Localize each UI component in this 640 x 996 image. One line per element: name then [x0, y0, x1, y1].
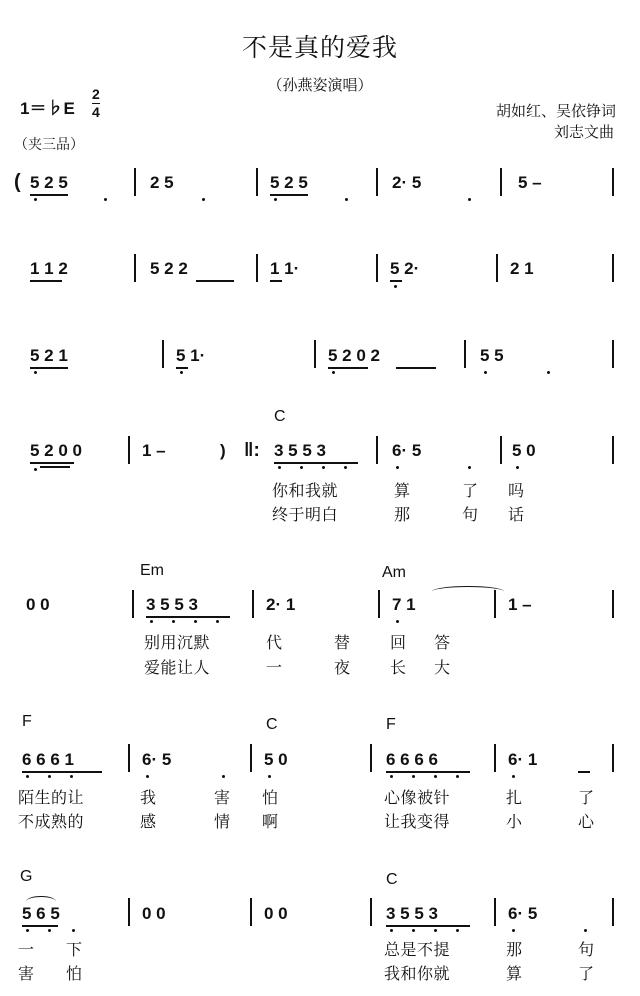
lyric-v2: 那: [394, 505, 411, 524]
lyric-v2: 长: [390, 658, 407, 677]
lyric-v1: 了: [578, 788, 595, 807]
eighth-underline: [578, 771, 590, 773]
eighth-underline: [176, 367, 188, 369]
low-octave-dot: [172, 620, 175, 623]
barline: [612, 436, 614, 464]
eighth-underline: [196, 280, 234, 282]
lyric-v2: 话: [508, 505, 525, 524]
barline: [256, 168, 258, 196]
lyric-v1: 心像被针: [384, 788, 451, 807]
close-paren: ): [220, 441, 226, 460]
chord-symbol: F: [22, 713, 32, 730]
low-octave-dot: [434, 929, 437, 932]
low-octave-dot: [48, 775, 51, 778]
low-octave-dot: [26, 929, 29, 932]
measure-notes: 5 2 5: [270, 173, 308, 192]
chord-symbol: Am: [382, 564, 406, 581]
barline: [128, 436, 130, 464]
measure-notes: 2· 1: [266, 595, 296, 614]
barline: [612, 340, 614, 368]
lyric-v2: 怕: [66, 964, 83, 983]
measure-notes: 5 0: [512, 441, 536, 460]
barline: [612, 744, 614, 772]
low-octave-dot: [216, 620, 219, 623]
low-octave-dot: [26, 775, 29, 778]
lyric-v1: 那: [506, 940, 523, 959]
barline: [612, 590, 614, 618]
barline: [612, 254, 614, 282]
low-octave-dot: [222, 775, 225, 778]
measure-notes: 5 2 2: [150, 259, 188, 278]
measure-notes: 6· 1: [508, 750, 538, 769]
low-octave-dot: [34, 371, 37, 374]
barline: [252, 590, 254, 618]
eighth-underline: [30, 280, 62, 282]
measure-notes: 5 2 0 0: [30, 441, 82, 460]
sixteenth-underline: [40, 466, 70, 468]
low-octave-dot: [412, 775, 415, 778]
measure-notes: 5 –: [518, 173, 542, 192]
eighth-underline: [390, 280, 402, 282]
low-octave-dot: [468, 466, 471, 469]
composer-credit: 刘志文曲: [553, 123, 614, 141]
low-octave-dot: [72, 929, 75, 932]
measure-notes: 7 1: [392, 595, 416, 614]
eighth-underline: [30, 194, 68, 196]
chord-symbol: C: [386, 871, 398, 888]
barline: [162, 340, 164, 368]
low-octave-dot: [202, 198, 205, 201]
performer-subtitle: （孙燕姿演唱）: [267, 76, 373, 94]
low-octave-dot: [512, 775, 515, 778]
measure-notes: 2· 5: [392, 173, 422, 192]
lyric-v2: 害: [18, 964, 35, 983]
low-octave-dot: [396, 620, 399, 623]
barline: [612, 898, 614, 926]
low-octave-dot: [456, 929, 459, 932]
measure-notes: 0 0: [264, 904, 288, 923]
lyric-v1: 替: [334, 633, 351, 652]
lyric-v2: 我和你就: [384, 964, 451, 983]
low-octave-dot: [146, 775, 149, 778]
lyric-v2: 感: [140, 812, 157, 831]
low-octave-dot: [34, 468, 37, 471]
lyric-v1: 别用沉默: [144, 633, 211, 652]
barline: [376, 168, 378, 196]
low-octave-dot: [434, 775, 437, 778]
low-octave-dot: [412, 929, 415, 932]
lyric-v2: 爱能让人: [144, 658, 211, 677]
measure-notes: 5 6 5: [22, 904, 60, 923]
lyric-v1: 怕: [262, 788, 279, 807]
eighth-underline: [270, 280, 282, 282]
low-octave-dot: [584, 929, 587, 932]
barline: [256, 254, 258, 282]
chord-symbol: Em: [140, 562, 164, 579]
measure-notes: 6· 5: [392, 441, 422, 460]
measure-notes: 2 1: [510, 259, 534, 278]
low-octave-dot: [194, 620, 197, 623]
chord-symbol: F: [386, 716, 396, 733]
lyric-v2: 夜: [334, 658, 351, 677]
lyric-v2: 心: [578, 812, 595, 831]
time-denominator: 4: [92, 104, 100, 120]
eighth-underline: [386, 925, 470, 927]
barline: [128, 898, 130, 926]
lyric-v2: 了: [578, 964, 595, 983]
low-octave-dot: [344, 466, 347, 469]
eighth-underline: [30, 367, 68, 369]
lyric-v1: 吗: [508, 481, 525, 500]
lyric-v1: 了: [462, 481, 479, 500]
barline: [494, 898, 496, 926]
lyric-v2: 终于明白: [272, 505, 339, 524]
lyric-v1: 下: [66, 940, 83, 959]
measure-notes: 0 0: [142, 904, 166, 923]
lyric-v1: 算: [394, 481, 411, 500]
measure-notes: 5 2 5: [30, 173, 68, 192]
barline: [494, 590, 496, 618]
barline: [128, 744, 130, 772]
eighth-underline: [386, 771, 470, 773]
lyric-v1: 总是不提: [384, 940, 451, 959]
barline: [250, 898, 252, 926]
lyric-v2: 句: [462, 505, 479, 524]
lyric-v2: 让我变得: [384, 812, 451, 831]
measure-notes: 6· 5: [142, 750, 172, 769]
measure-notes: 3 5 5 3: [146, 595, 198, 614]
lyric-v1: 害: [214, 788, 231, 807]
measure-notes: 5 2 0 2: [328, 346, 380, 365]
low-octave-dot: [48, 929, 51, 932]
low-octave-dot: [150, 620, 153, 623]
low-octave-dot: [274, 198, 277, 201]
eighth-underline: [396, 367, 436, 369]
measure-notes: 6· 5: [508, 904, 538, 923]
barline: [464, 340, 466, 368]
capo-note: （夹三品）: [14, 137, 84, 153]
low-octave-dot: [180, 371, 183, 374]
measure-notes: 5 5: [480, 346, 504, 365]
low-octave-dot: [394, 285, 397, 288]
low-octave-dot: [104, 198, 107, 201]
measure-notes: 3 5 5 3: [386, 904, 438, 923]
measure-notes: 1 –: [142, 441, 166, 460]
barline: [500, 168, 502, 196]
lyric-v1: 代: [266, 633, 283, 652]
low-octave-dot: [70, 775, 73, 778]
low-octave-dot: [278, 466, 281, 469]
lyric-v2: 大: [434, 658, 451, 677]
low-octave-dot: [512, 929, 515, 932]
measure-notes: 3 5 5 3: [274, 441, 326, 460]
lyric-v2: 不成熟的: [18, 812, 85, 831]
eighth-underline: [146, 616, 230, 618]
low-octave-dot: [332, 371, 335, 374]
lyric-v1: 一: [18, 940, 35, 959]
barline: [376, 436, 378, 464]
lyric-v2: 小: [506, 812, 523, 831]
time-signature: [92, 86, 100, 121]
lyric-v1: 扎: [506, 788, 523, 807]
chord-symbol: C: [274, 408, 286, 425]
chord-symbol: G: [20, 868, 33, 885]
low-octave-dot: [390, 929, 393, 932]
low-octave-dot: [322, 466, 325, 469]
measure-notes: 2 5: [150, 173, 174, 192]
song-title: 不是真的爱我: [241, 33, 398, 62]
lyric-v2: 情: [214, 812, 231, 831]
barline: [370, 898, 372, 926]
eighth-underline: [270, 194, 308, 196]
low-octave-dot: [547, 371, 550, 374]
barline: [494, 744, 496, 772]
low-octave-dot: [390, 775, 393, 778]
time-numerator: 2: [92, 86, 100, 102]
barline: [134, 254, 136, 282]
lyric-v2: 啊: [262, 812, 279, 831]
eighth-underline: [30, 462, 74, 464]
open-paren: (: [14, 171, 21, 193]
barline: [612, 168, 614, 196]
lyric-v2: 一: [266, 658, 283, 677]
low-octave-dot: [484, 371, 487, 374]
lyric-v2: 算: [506, 964, 523, 983]
barline: [370, 744, 372, 772]
low-octave-dot: [468, 198, 471, 201]
lyric-v1: 你和我就: [272, 481, 339, 500]
low-octave-dot: [456, 775, 459, 778]
lyric-v1: 答: [434, 633, 451, 652]
barline: [250, 744, 252, 772]
eighth-underline: [22, 771, 102, 773]
key-signature: 1＝♭E: [20, 99, 75, 118]
measure-notes: 5 1·: [176, 346, 206, 365]
measure-notes: 5 2·: [390, 259, 420, 278]
measure-notes: 6 6 6 1: [22, 750, 74, 769]
barline: [134, 168, 136, 196]
lyric-v1: 我: [140, 788, 157, 807]
barline: [496, 254, 498, 282]
barline: [132, 590, 134, 618]
eighth-underline: [328, 367, 368, 369]
low-octave-dot: [516, 466, 519, 469]
barline: [500, 436, 502, 464]
measure-notes: 6 6 6 6: [386, 750, 438, 769]
lyricist-credit: 胡如红、吴依铮词: [495, 102, 616, 120]
measure-notes: 5 0: [264, 750, 288, 769]
measure-notes: 5 2 1: [30, 346, 68, 365]
low-octave-dot: [268, 775, 271, 778]
low-octave-dot: [345, 198, 348, 201]
barline: [314, 340, 316, 368]
barline: [378, 590, 380, 618]
low-octave-dot: [34, 198, 37, 201]
eighth-underline: [274, 462, 358, 464]
measure-notes: 1 –: [508, 595, 532, 614]
barline: [376, 254, 378, 282]
low-octave-dot: [396, 466, 399, 469]
lyric-v1: 回: [390, 633, 407, 652]
eighth-underline: [22, 925, 58, 927]
measure-notes: 1 1 2: [30, 259, 68, 278]
measure-notes: 1 1·: [270, 259, 300, 278]
low-octave-dot: [300, 466, 303, 469]
repeat-start-sign: ‖:: [244, 440, 260, 461]
measure-notes: 0 0: [26, 595, 50, 614]
chord-symbol: C: [266, 716, 278, 733]
lyric-v1: 陌生的让: [18, 788, 85, 807]
lyric-v1: 句: [578, 940, 595, 959]
